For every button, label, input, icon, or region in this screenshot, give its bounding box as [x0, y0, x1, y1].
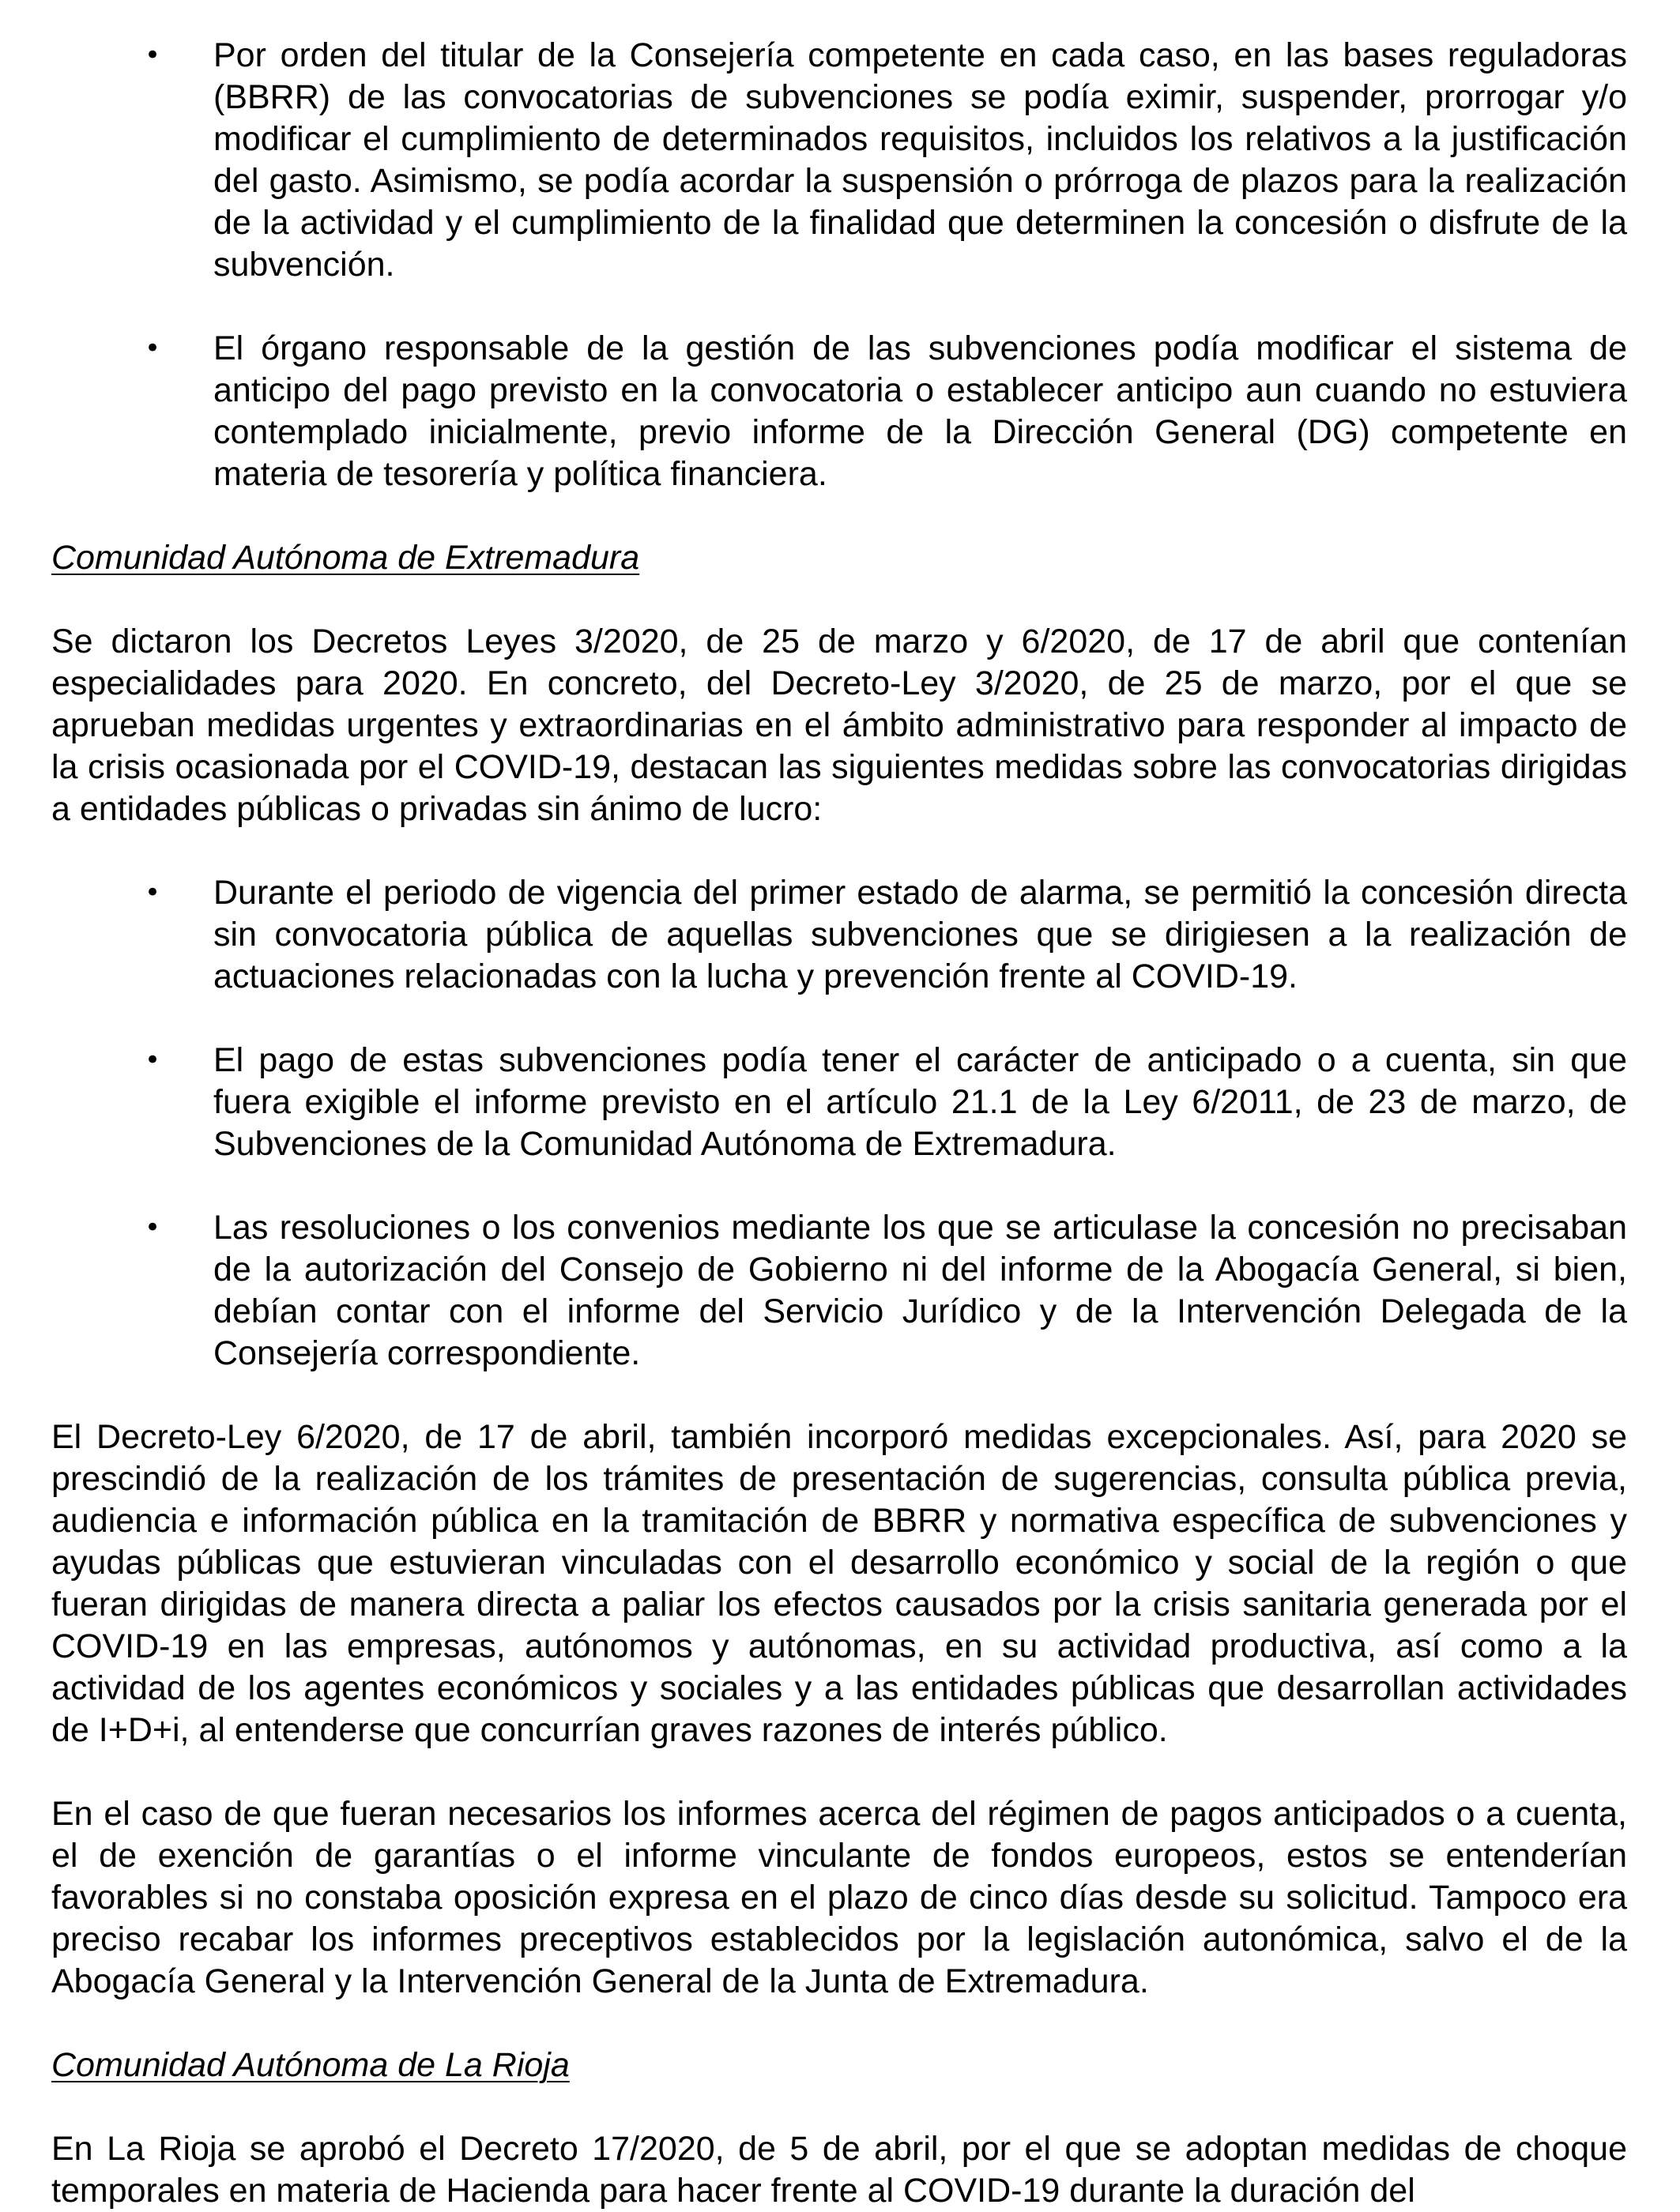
list-item-text: Por orden del titular de la Consejería competente en cada caso, en las bases reguladoras (BBRR) de las convocatorias de subvenciones se podía eximir, suspender, prorrogar y/o modificar el cumplimiento de determinados requisitos, incluidos los relativos a la justificación del gasto. Asimismo, se podía acordar la suspensión o prórroga de plazos para la realización de la actividad y el cumplimiento de la finalidad que determinen la concesión o disfrute de la subvención.	[213, 36, 1627, 284]
bullet-icon: •	[145, 1212, 161, 1243]
bullet-icon: •	[145, 40, 161, 71]
spacer	[51, 495, 1627, 537]
bullet-icon: •	[145, 877, 161, 908]
spacer	[51, 998, 1627, 1040]
list-item-text: El pago de estas subvenciones podía tener el carácter de anticipado o a cuenta, sin que fuera exigible el informe previsto en el artículo 21.1 de la Ley 6/2011, de 23 de marzo, de Subvenciones de la Comunidad Autónoma de Extremadura.	[213, 1041, 1627, 1163]
spacer	[51, 1751, 1627, 1793]
list-item	[51, 872, 1627, 998]
list-item	[51, 1207, 1627, 1375]
spacer	[51, 1375, 1627, 1416]
list-item	[51, 35, 1627, 286]
section-heading-extremadura: Comunidad Autónoma de Extremadura	[51, 539, 640, 577]
paragraph-decreto-6-2020: El Decreto-Ley 6/2020, de 17 de abril, también incorporó medidas excepcionales. Así, para 2020 se prescindió de la realización de los trámites de presentación de sugerencias, consulta pública previa, audiencia e información pública en la tramitación de BBRR y normativa específica de subvenciones y ayudas públicas que estuvieran vinculadas con el desarrollo económico y social de la región o que fueran dirigidas de manera directa a paliar los efectos causados por la crisis sanitaria generada por el COVID-19 en las empresas, autónomos y autónomas, en su actividad productiva, así como a la actividad de los agentes económicos y sociales y a las entidades públicas que desarrollan actividades de I+D+i, al entenderse que concurrían graves razones de interés público.	[51, 1418, 1627, 1749]
spacer	[51, 1165, 1627, 1207]
spacer	[51, 2003, 1627, 2045]
document-page	[51, 35, 1627, 2212]
list-item-text: El órgano responsable de la gestión de las subvenciones podía modificar el sistema de anticipo del pago previsto en la convocatoria o establecer anticipo aun cuando no estuviera contemplado inicialmente, previo informe de la Dirección General (DG) competente en materia de tesorería y política financiera.	[213, 329, 1627, 493]
section-heading-rioja: Comunidad Autónoma de La Rioja	[51, 2046, 570, 2084]
list-item	[51, 328, 1627, 495]
spacer	[51, 286, 1627, 328]
spacer	[51, 579, 1627, 621]
bullet-list-top	[51, 35, 1627, 495]
bullet-list-extremadura	[51, 872, 1627, 1375]
paragraph-rioja-intro: En La Rioja se aprobó el Decreto 17/2020, de 5 de abril, por el que se adoptan medidas de choque temporales en materia de Hacienda para hacer frente al COVID-19 durante la duración del	[51, 2130, 1627, 2210]
list-item	[51, 1040, 1627, 1165]
paragraph-informes: En el caso de que fueran necesarios los informes acerca del régimen de pagos anticipados o a cuenta, el de exención de garantías o el informe vinculante de fondos europeos, estos se entenderían favorables si no constaba oposición expresa en el plazo de cinco días desde su solicitud. Tampoco era preciso recabar los informes preceptivos establecidos por la legislación autonómica, salvo el de la Abogacía General y la Intervención General de la Junta de Extremadura.	[51, 1795, 1627, 2000]
paragraph-extremadura-intro: Se dictaron los Decretos Leyes 3/2020, de 25 de marzo y 6/2020, de 17 de abril que contenían especialidades para 2020. En concreto, del Decreto-Ley 3/2020, de 25 de marzo, por el que se aprueban medidas urgentes y extraordinarias en el ámbito administrativo para responder al impacto de la crisis ocasionada por el COVID-19, destacan las siguientes medidas sobre las convocatorias dirigidas a entidades públicas o privadas sin ánimo de lucro:	[51, 623, 1627, 828]
list-item-text: Las resoluciones o los convenios mediante los que se articulase la concesión no precisaban de la autorización del Consejo de Gobierno ni del informe de la Abogacía General, si bien, debían contar con el informe del Servicio Jurídico y de la Intervención Delegada de la Consejería correspondiente.	[213, 1209, 1627, 1372]
spacer	[51, 830, 1627, 872]
spacer	[51, 2086, 1627, 2128]
bullet-icon: •	[145, 1044, 161, 1076]
bullet-icon: •	[145, 333, 161, 364]
list-item-text: Durante el periodo de vigencia del primer estado de alarma, se permitió la concesión directa sin convocatoria pública de aquellas subvenciones que se dirigiesen a la realización de actuaciones relacionadas con la lucha y prevención frente al COVID-19.	[213, 874, 1627, 995]
